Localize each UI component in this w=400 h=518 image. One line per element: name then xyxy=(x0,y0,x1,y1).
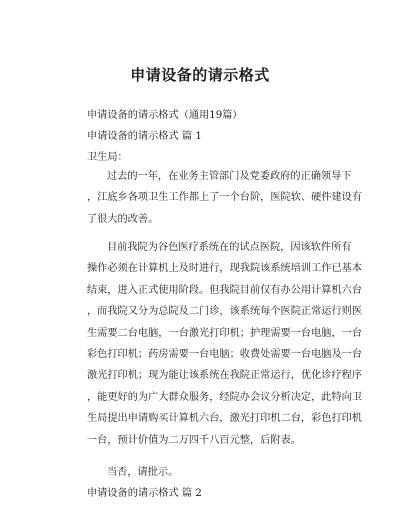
salutation: 卫生局： xyxy=(87,152,128,163)
paragraph-line: 一台，预计价值为二万四千八百元整，后附表。 xyxy=(87,434,301,446)
paragraph-line: 了很大的改善。 xyxy=(87,213,159,225)
closing-line: 当否，请批示。 xyxy=(107,467,179,478)
paragraph-line: 结束，进入正式使用阶段。但我院目前仅有办公用计算机六台 xyxy=(87,284,363,296)
paragraph-line: 过去的一年，在业务主管部门及党委政府的正确领导下 xyxy=(107,171,352,182)
paragraph-line: ，而我院又分为总院及二门诊，该系统每个医院正常运行则医 xyxy=(87,306,363,318)
paragraph-line: ，江底乡各项卫生工作都上了一个台阶，医院软、硬件建设有 xyxy=(87,192,363,204)
paragraph-line: 操作必须在计算机上及时进行，现我院该系统培训工作已基本 xyxy=(87,263,363,275)
paragraph-line: 生需要二台电脑，一台激光打印机；护理需要一台电脑，一台 xyxy=(87,327,363,339)
document-title: 申请设备的请示格式 xyxy=(130,66,270,84)
paragraph-line: 目前我院为谷色医疗系统在的试点医院，因该软件所有 xyxy=(107,242,352,253)
document-subtitle: 申请设备的请示格式（通用19篇） xyxy=(87,110,243,121)
section-heading-2: 申请设备的请示格式 篇 2 xyxy=(87,488,202,499)
paragraph-line: 彩色打印机；药房需要一台电脑；收费处需要一台电脑及一台 xyxy=(87,348,363,360)
paragraph-2 xyxy=(87,237,367,451)
paragraph-line: 激光打印机；现为能让该系统在我院正常运行，优化诊疗程序 xyxy=(87,370,363,382)
section-heading-1: 申请设备的请示格式 篇 1 xyxy=(87,131,202,142)
paragraph-1 xyxy=(87,166,367,230)
paragraph-line: 生局提出申请购买计算机六台，激光打印机二台，彩色打印机 xyxy=(87,413,363,425)
paragraph-line: ，能更好的为广大群众服务，经院办会议分析决定，此特向卫 xyxy=(87,391,363,403)
